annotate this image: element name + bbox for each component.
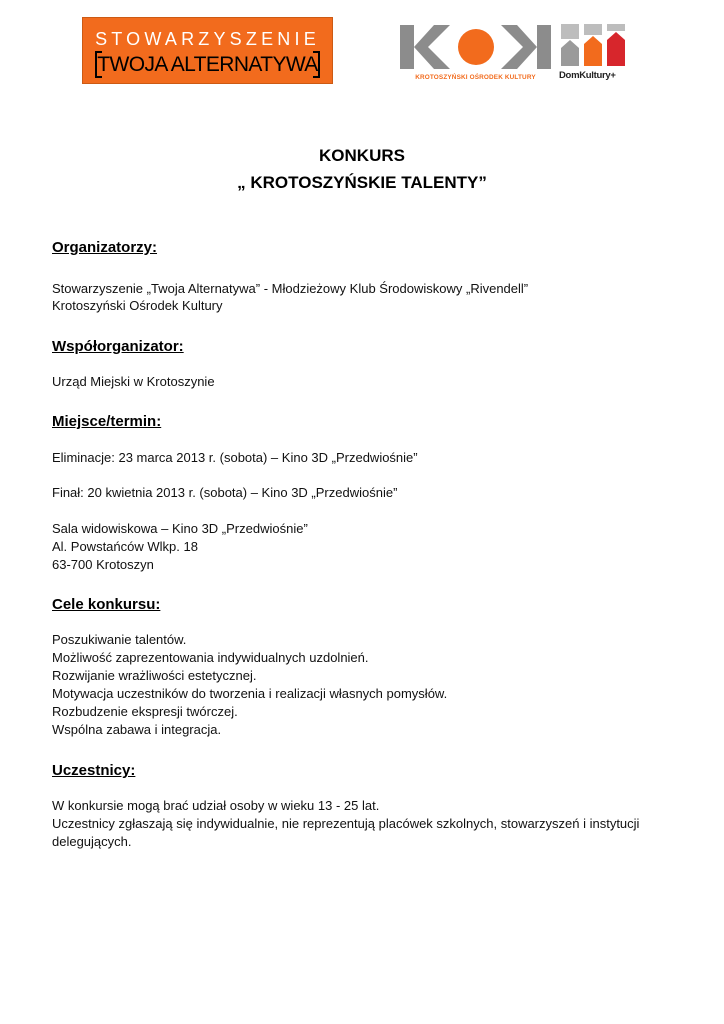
organizers-line: Stowarzyszenie „Twoja Alternatywa” - Młodzieżowy Klub Środowiskowy „Rivendell” — [52, 281, 529, 296]
organizers-line: Krotoszyński Ośrodek Kultury — [52, 298, 223, 313]
place-date-line: Al. Powstańców Wlkp. 18 — [52, 539, 198, 554]
participants-line: delegujących. — [52, 834, 132, 849]
place-date-line: 63-700 Krotoszyn — [52, 557, 154, 572]
stowarzyszenie-logo-top-text: STOWARZYSZENIE — [95, 29, 320, 49]
goals-line: Rozwijanie wrażliwości estetycznej. — [52, 668, 257, 683]
co-organizer-heading: Współorganizator: — [52, 338, 184, 355]
dom-kultury-caption: DomKultury+ — [559, 70, 616, 81]
document-title-line1: KONKURS — [319, 146, 405, 165]
kok-logo-mark-icon — [398, 22, 553, 72]
goals-line: Rozbudzenie ekspresji twórczej. — [52, 704, 238, 719]
participants-heading: Uczestnicy: — [52, 762, 136, 779]
place-date-heading: Miejsce/termin: — [52, 413, 162, 430]
goals-line: Wspólna zabawa i integracja. — [52, 722, 222, 737]
stowarzyszenie-logo — [82, 17, 333, 84]
place-date-line: Eliminacje: 23 marca 2013 r. (sobota) – Kino 3D „Przedwiośnie” — [52, 450, 418, 465]
dom-kultury-houses-icon — [559, 22, 629, 68]
goals-line: Motywacja uczestników do tworzenia i realizacji własnych pomysłów. — [52, 686, 448, 701]
co-organizer-line: Urząd Miejski w Krotoszynie — [52, 374, 215, 389]
goals-heading: Cele konkursu: — [52, 596, 161, 613]
logo-bracket-right — [313, 51, 320, 78]
place-date-line: Sala widowiskowa – Kino 3D „Przedwiośnie” — [52, 521, 308, 536]
kok-logo-caption: KROTOSZYŃSKI OŚRODEK KULTURY — [415, 74, 536, 81]
participants-line: Uczestnicy zgłaszają się indywidualnie, nie reprezentują placówek szkolnych, stowarzyszeń i instytucji — [52, 816, 640, 831]
organizers-heading: Organizatorzy: — [52, 239, 158, 256]
kok-logo — [398, 22, 553, 84]
stowarzyszenie-logo-bottom-text: TWOJA ALTERNATYWA — [97, 53, 318, 76]
place-date-line: Finał: 20 kwietnia 2013 r. (sobota) – Kino 3D „Przedwiośnie” — [52, 485, 398, 500]
goals-line: Możliwość zaprezentowania indywidualnych uzdolnień. — [52, 650, 369, 665]
document-title-line2: „ KROTOSZYŃSKIE TALENTY” — [237, 173, 487, 192]
dom-kultury-logo — [559, 22, 629, 84]
goals-line: Poszukiwanie talentów. — [52, 632, 187, 647]
participants-line: W konkursie mogą brać udział osoby w wieku 13 - 25 lat. — [52, 798, 380, 813]
